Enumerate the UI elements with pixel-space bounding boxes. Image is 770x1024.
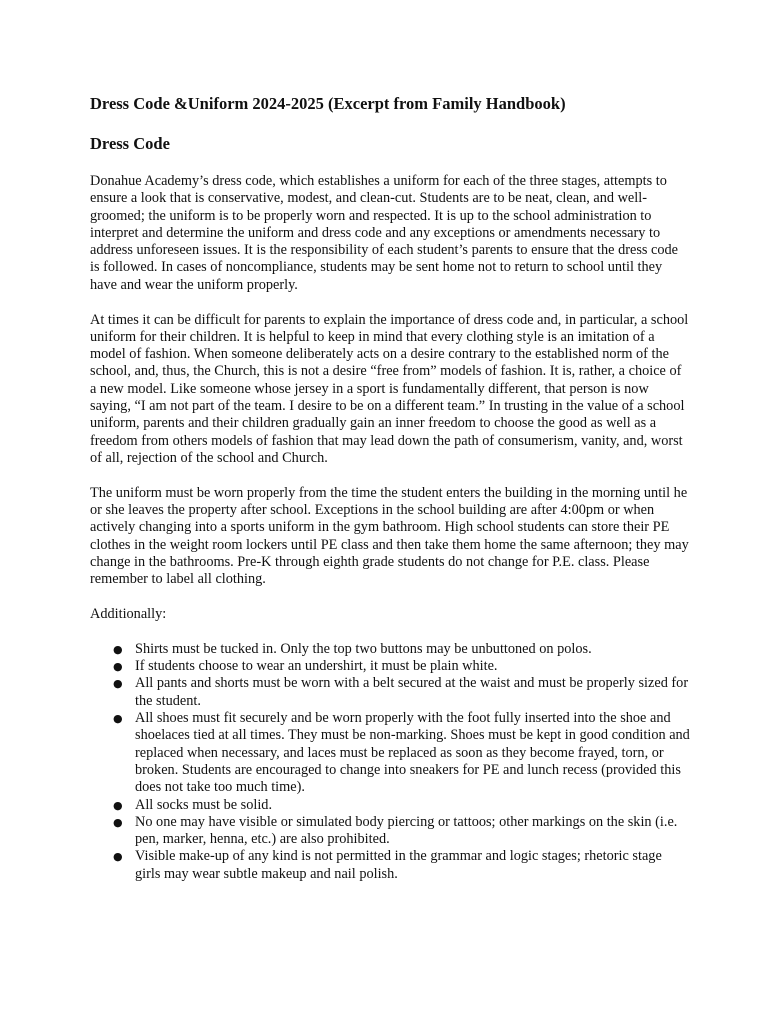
list-item — [90, 675, 690, 710]
list-item — [90, 797, 690, 814]
document-title: Dress Code &Uniform 2024-2025 (Excerpt from Family Handbook) — [90, 94, 566, 113]
rule-text: All pants and shorts must be worn with a belt secured at the waist and must be properly sized for the student. — [135, 675, 689, 709]
bullet-icon: ● — [113, 798, 123, 812]
rule-text: No one may have visible or simulated body piercing or tattoos; other markings on the skin (i.e. pen, marker, henna, etc.) are also prohibited. — [135, 813, 678, 848]
list-item — [90, 710, 690, 796]
rules-list — [90, 641, 690, 883]
bullet-icon: ● — [113, 850, 123, 864]
document-page — [90, 94, 690, 883]
rule-text: Shirts must be tucked in. Only the top two buttons may be unbuttoned on polos. — [135, 640, 592, 657]
paragraph-uniform-hours: The uniform must be worn properly from the time the student enters the building in the morning until he or she leaves the property after school. Exceptions in the school building are after 4:00pm or when actively changing into a sports uniform in the gym bathroom. High school students can store their PE clothes in the weight room lockers until PE class and then take them home the same afternoon; they may change in the bathrooms. Pre-K through eighth grade students do not change for P.E. class. Please remember to label all clothing. — [90, 484, 689, 588]
list-item — [90, 848, 690, 883]
rule-text: If students choose to wear an undershirt, it must be plain white. — [135, 658, 498, 675]
list-item — [90, 814, 690, 849]
additionally-label: Additionally: — [90, 606, 167, 623]
section-title: Dress Code — [90, 134, 170, 153]
bullet-icon: ● — [113, 660, 123, 674]
bullet-icon: ● — [113, 815, 123, 829]
rule-text: All shoes must fit securely and be worn properly with the foot fully inserted into the shoe and shoelaces tied at all times. They must be non-marking. Shoes must be kept in good condition and replaced when necessary, and laces must be replaced as soon as they become frayed, torn, or broken. Students are encouraged to change into sneakers for PE and lunch recess (provided this does not take too much time). — [135, 710, 690, 796]
list-item — [90, 658, 690, 675]
bullet-icon: ● — [113, 642, 123, 656]
rule-text: Visible make-up of any kind is not permitted in the grammar and logic stages; rhetoric stage girls may wear subtle makeup and nail polish. — [135, 848, 662, 882]
bullet-icon: ● — [113, 677, 123, 691]
paragraph-dress-code-intro: Donahue Academy’s dress code, which establishes a uniform for each of the three stages, attempts to ensure a look that is conservative, modest, and clean-cut. Students are to be neat, clean, and well-groomed; the uniform is to be properly worn and respected. It is up to the school administration to interpret and determine the uniform and dress code and any exceptions or amendments necessary to address unforeseen issues. It is the responsibility of each student’s parents to ensure that the dress code is followed. In cases of noncompliance, students may be sent home not to return to school until they have and wear the uniform properly. — [90, 173, 679, 293]
bullet-icon: ● — [113, 712, 123, 726]
paragraph-uniform-importance: At times it can be difficult for parents to explain the importance of dress code and, in particular, a school uniform for their children. It is helpful to keep in mind that every clothing style is an imitation of a model of fashion. When someone deliberately acts on a desire contrary to the established norm of the school, and, thus, the Church, this is not a desire “free from” models of fashion. It is, rather, a choice of a new model. Like someone whose jersey in a sport is fundamentally different, that person is now saying, “I am not part of the team. I desire to be on a different team.” In trusting in the value of a school uniform, parents and their children gradually gain an inner freedom to choose the good as well as a freedom from others models of fashion that may lead down the path of consumerism, vanity, and, worst of all, rejection of the school and Church. — [90, 311, 689, 466]
list-item — [90, 641, 690, 658]
rule-text: All socks must be solid. — [135, 796, 273, 813]
